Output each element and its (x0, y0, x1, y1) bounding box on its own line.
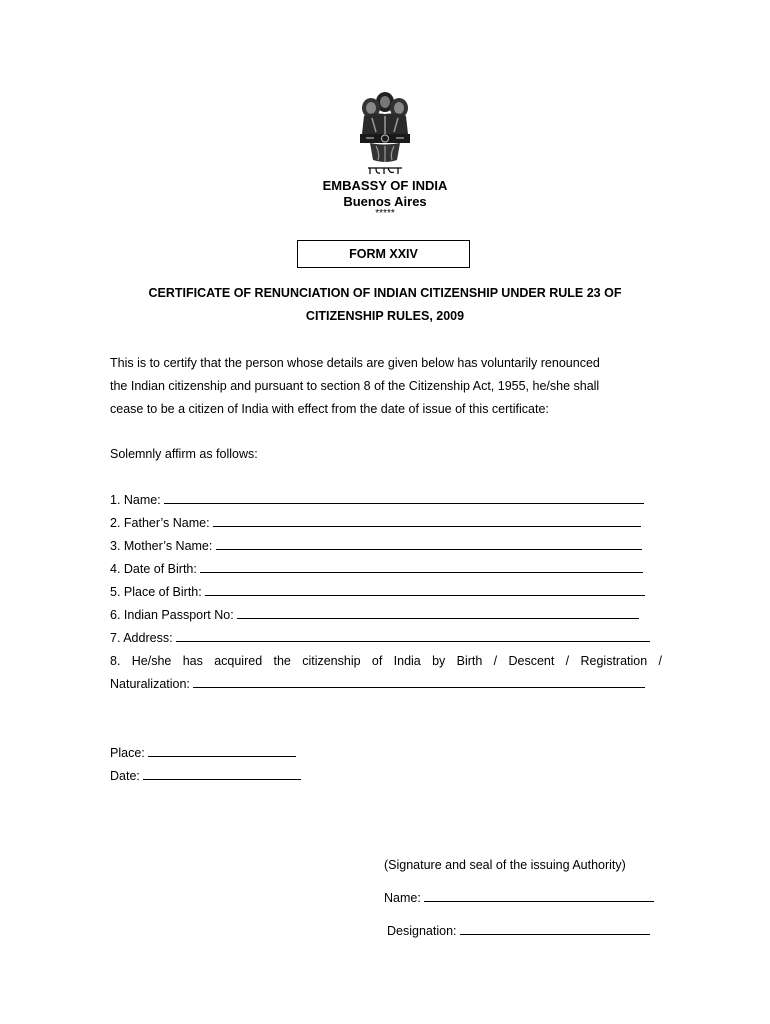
name-label: 1. Name: (110, 493, 161, 507)
dob-field-row (110, 562, 643, 576)
date-label: Date: (110, 769, 140, 783)
naturalization-field-row (110, 677, 645, 691)
certificate-title-line1: CERTIFICATE OF RENUNCIATION OF INDIAN CITIZENSHIP UNDER RULE 23 OF (148, 286, 622, 300)
authority-caption: (Signature and seal of the issuing Authority) (384, 858, 626, 872)
pob-input-line[interactable] (205, 594, 645, 596)
pob-label: 5. Place of Birth: (110, 585, 202, 599)
embassy-title: EMBASSY OF INDIA (322, 178, 448, 193)
naturalization-input-line[interactable] (193, 686, 645, 688)
certificate-title-line2: CITIZENSHIP RULES, 2009 (305, 309, 465, 323)
dob-label: 4. Date of Birth: (110, 562, 197, 576)
mother-name-label: 3. Mother’s Name: (110, 539, 213, 553)
designation-input-line[interactable] (460, 933, 650, 935)
embassy-city: Buenos Aires (343, 194, 427, 209)
dob-input-line[interactable] (200, 571, 643, 573)
pob-field-row (110, 585, 645, 599)
affirm-text: Solemnly affirm as follows: (110, 447, 258, 461)
designation-label: Designation: (387, 924, 457, 938)
authority-name-label: Name: (384, 891, 421, 905)
address-input-line[interactable] (176, 640, 650, 642)
address-field-row (110, 631, 650, 645)
intro-line: cease to be a citizen of India with effect from the date of issue of this certificate: (110, 402, 549, 416)
address-label: 7. Address: (110, 631, 173, 645)
date-field-row (110, 769, 301, 783)
father-name-input-line[interactable] (213, 525, 641, 527)
mother-name-field-row (110, 539, 642, 553)
place-label: Place: (110, 746, 145, 760)
form-number-box: FORM XXIV (297, 240, 470, 268)
place-input-line[interactable] (148, 755, 296, 757)
passport-label: 6. Indian Passport No: (110, 608, 234, 622)
intro-line: the Indian citizenship and pursuant to section 8 of the Citizenship Act, 1955, he/she shall (110, 379, 600, 393)
date-input-line[interactable] (143, 778, 301, 780)
national-emblem-icon (350, 88, 420, 176)
naturalization-label: Naturalization: (110, 677, 190, 691)
father-name-field-row (110, 516, 641, 530)
authority-designation-row (387, 924, 650, 938)
header-separator: ***** (375, 208, 395, 219)
name-input-line[interactable] (164, 502, 644, 504)
place-field-row (110, 746, 296, 760)
citizenship-line1: 8. He/she has acquired the citizenship of India by Birth / Descent / Registration / (110, 654, 662, 668)
passport-input-line[interactable] (237, 617, 639, 619)
father-name-label: 2. Father’s Name: (110, 516, 210, 530)
mother-name-input-line[interactable] (216, 548, 642, 550)
authority-name-row (384, 891, 654, 905)
name-field-row (110, 493, 644, 507)
intro-paragraph (110, 352, 662, 421)
intro-line: This is to certify that the person whose details are given below has voluntarily renounced (110, 356, 600, 370)
authority-name-input-line[interactable] (424, 900, 654, 902)
passport-field-row (110, 608, 639, 622)
